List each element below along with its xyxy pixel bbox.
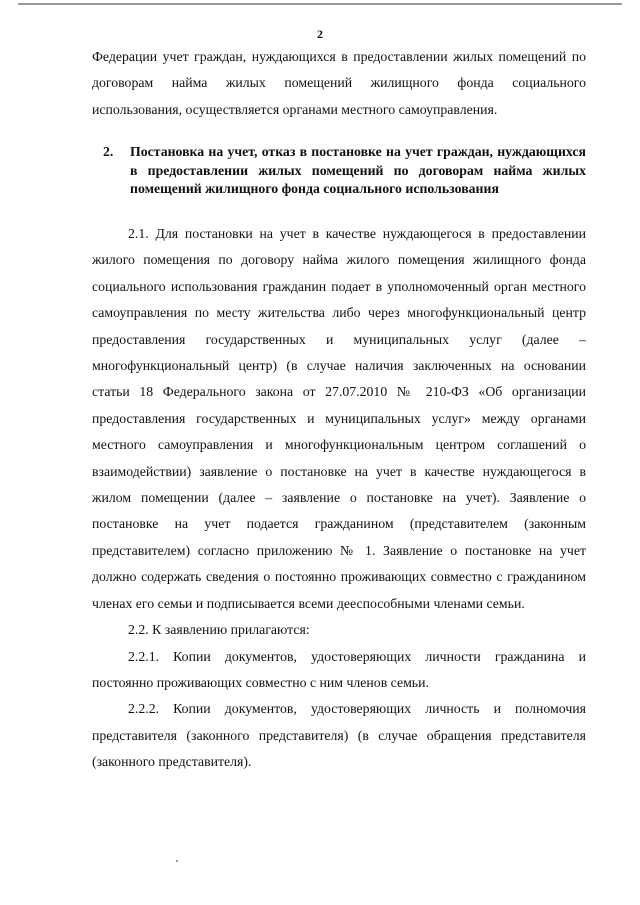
paragraph-2-2-1: 2.2.1. Копии документов, удостоверяющих личности гражданина и постоянно проживающих совместно с ним членов семьи. xyxy=(92,648,586,690)
paragraph-2-2-2: 2.2.2. Копии документов, удостоверяющих личность и полномочия представителя (законного представителя) (в случае обращения представителя (законного представителя). xyxy=(92,701,586,770)
paragraph-2-1: 2.1. Для постановки на учет в качестве нуждающегося в предоставлении жилого помещения по договору найма жилого помещения жилищного фонда социального использования гражданин подает в уполномоченный орган местного самоуправления по месту жительства либо через многофункциональный центр предоставления государственных и муниципальных услуг (далее – многофункциональный центр) (в случае наличия заключенных на основании статьи 18 Федерального закона от 27.07.2010 № 210-ФЗ «Об организации предоставления государственных и муниципальных услуг» между органами местного самоуправления и многофункциональным центром соглашений о взаимодействии) заявление о постановке на учет в качестве нуждающегося в жилом помещении (далее – заявление о постановке на учет). Заявление о постановке на учет подается гражданином (представителем (законным представителем) согласно приложению № 1. Заявление о постановке на учет должно содержать сведения о постоянно проживающих совместно с гражданином членах его семьи и подписывается всеми дееспособными членами семьи. xyxy=(92,226,586,611)
section-number: 2. xyxy=(103,144,114,160)
intro-paragraph: Федерации учет граждан, нуждающихся в предоставлении жилых помещений по договорам найма жилых помещений жилищного фонда социального использования, осуществляется органами местного самоуправления. xyxy=(92,49,586,117)
scan-speck xyxy=(176,860,178,862)
document-body xyxy=(92,44,586,776)
paragraph-2-2: 2.2. К заявлению прилагаются: xyxy=(128,622,310,638)
section-heading xyxy=(92,143,586,199)
section-title: Постановка на учет, отказ в постановке на учет граждан, нуждающихся в предоставлении жилых помещений по договорам найма жилых помещений жилищного фонда социального использования xyxy=(130,144,586,197)
scan-top-edge xyxy=(18,3,622,5)
page-number: 2 xyxy=(317,27,323,41)
